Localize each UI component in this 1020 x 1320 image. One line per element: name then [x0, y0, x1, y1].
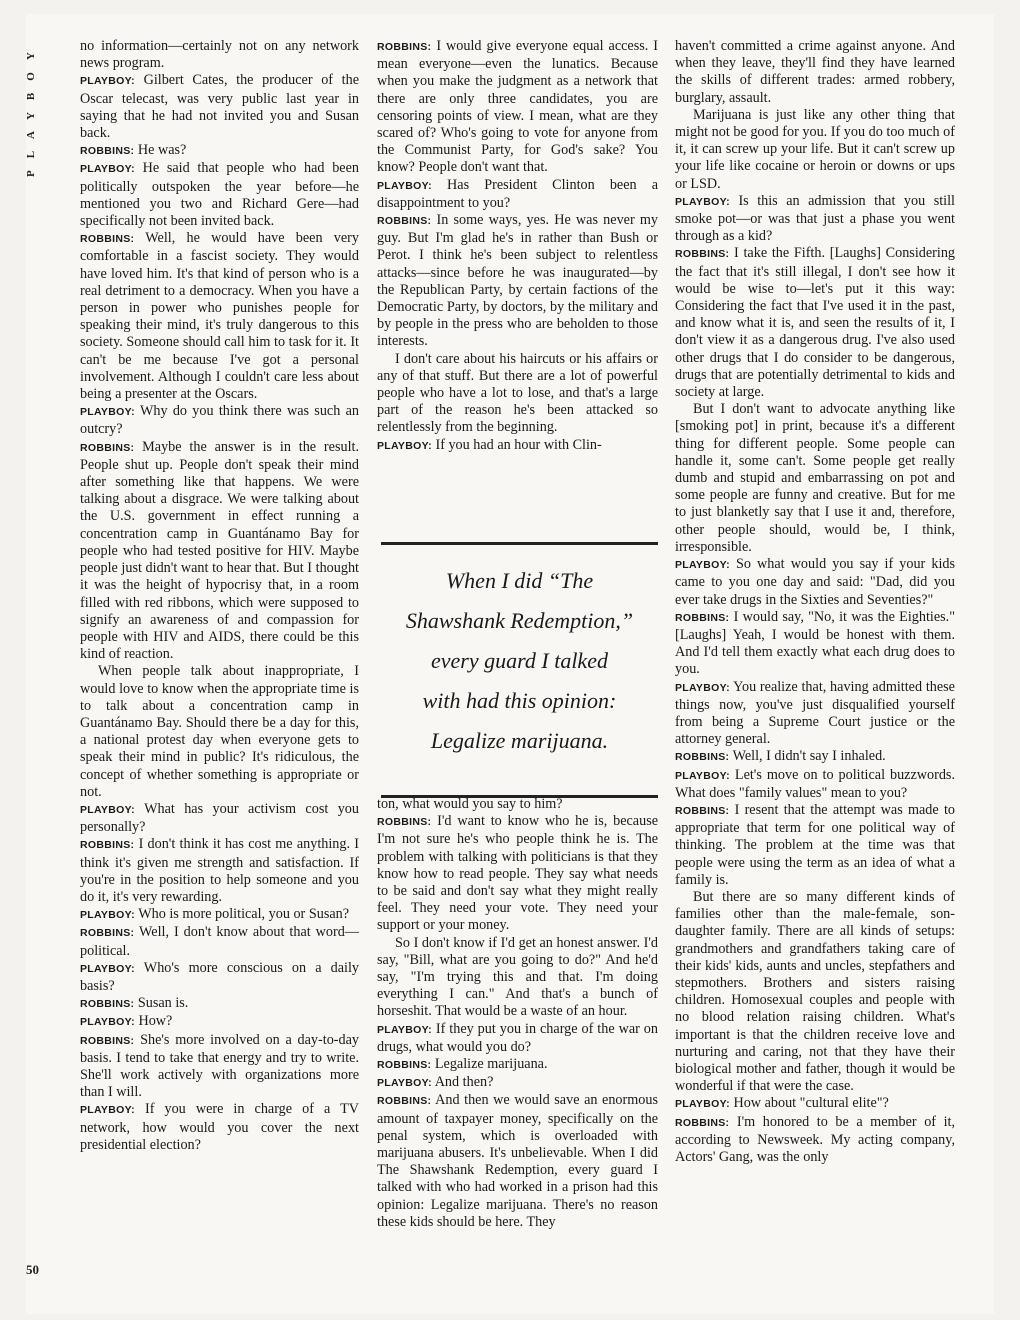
interview-paragraph	[377, 796, 658, 813]
speaker-label: PLAYBOY:	[80, 163, 135, 176]
speaker-label: PLAYBOY:	[80, 962, 135, 975]
text-column-2	[377, 38, 658, 455]
paragraph-text: I don't think it has cost me anything. I think it's given me strength and satisfaction. If you're in the position to help someone and you do it, it's very rewarding.	[80, 836, 359, 905]
page-number: 50	[26, 1262, 39, 1277]
interview-paragraph	[377, 1074, 658, 1092]
speaker-label: ROBBINS:	[377, 41, 432, 53]
paragraph-text: Who is more political, you or Susan?	[138, 906, 350, 923]
text-column-1	[80, 38, 359, 1154]
speaker-label: PLAYBOY:	[80, 1104, 135, 1117]
interview-paragraph	[675, 609, 955, 679]
speaker-label: ROBBINS:	[675, 804, 730, 817]
interview-paragraph	[80, 801, 359, 836]
speaker-label: PLAYBOY:	[377, 439, 432, 452]
paragraph-text: Legalize marijuana.	[434, 1056, 548, 1073]
speaker-label: ROBBINS:	[675, 611, 730, 624]
speaker-label: PLAYBOY:	[80, 909, 135, 922]
paragraph-text: When people talk about inappropriate, I would love to know when the appropriate time is to talk about a concentration camp in Guantánamo Bay. Should there be a day for this, a national protest day when everyone gets to speak their mind in public? It's ridiculous, the concept of whether something is appropriate or not.	[80, 663, 359, 800]
speaker-label: ROBBINS:	[675, 1116, 730, 1129]
interview-paragraph	[675, 679, 955, 749]
paragraph-text: Maybe the answer is in the result. People shut up. People don't speak their mind after something like that happens. We were talking about a disgrace. We were talking about the U.S. government in effect running a concentration camp in Guantánamo Bay for people who had tested positive for HIV. Maybe people just didn't want to hear that. But I thought it was the height of hypocrisy that, in a room filled with red ribbons, which were supposed to signify an awareness of and compassion for people with HIV and AIDS, there could be this kind of reaction.	[80, 438, 360, 663]
pull-quote-line: with had this opinion:	[422, 688, 617, 713]
paragraph-text: He said that people who had been politically outspoken the year before—he mentioned you two and Richard Gere—had specifically not been invited back.	[80, 160, 359, 230]
paragraph-text: I would say, "No, it was the Eighties." [Laughs] Yeah, I would be honest with them. And I'd tell them exactly what each drug does to you.	[675, 608, 956, 678]
text-column-3	[675, 38, 955, 1166]
interview-paragraph	[80, 403, 359, 438]
interview-paragraph	[675, 748, 955, 766]
pull-quote	[381, 542, 658, 798]
speaker-label: PLAYBOY:	[675, 1098, 730, 1111]
interview-paragraph	[675, 767, 955, 802]
paragraph-text: no information—certainly not on any network news program.	[80, 38, 359, 72]
speaker-label: PLAYBOY:	[80, 75, 135, 88]
speaker-label: ROBBINS:	[377, 215, 432, 228]
interview-paragraph	[675, 802, 955, 889]
speaker-label: ROBBINS:	[377, 1059, 432, 1072]
speaker-label: PLAYBOY:	[377, 1077, 432, 1090]
speaker-label: ROBBINS:	[80, 998, 135, 1011]
interview-paragraph	[675, 1114, 955, 1167]
paragraph-text: So I don't know if I'd get an honest answer. I'd say, "Bill, what are you going to do?" And he'd say, "I'm trying this and that. I'm doing everything I can." And that's a bunch of horseshit. That would be a waste of an hour.	[377, 934, 658, 1020]
speaker-label: PLAYBOY:	[80, 1016, 135, 1029]
paragraph-text: If they put you in charge of the war on drugs, what would you do?	[377, 1020, 658, 1055]
paragraph-text: Let's move on to political buzzwords. What does "family values" mean to you?	[675, 766, 955, 801]
paragraph-text: He was?	[137, 142, 187, 159]
speaker-label: PLAYBOY:	[80, 803, 135, 816]
paragraph-text: And then?	[434, 1074, 494, 1091]
paragraph-text: How?	[138, 1013, 173, 1030]
interview-paragraph	[80, 906, 359, 924]
paragraph-text: But there are so many different kinds of families other than the male-female, son-daughter family. There are all kinds of setups: grandmothers and grandfathers taking care of their kids' kids, aunts and uncles, stepfathers and stepmothers. Brothers and sisters raising children. Homosexual couples and people with no blood relation raising children. What's important is that the children receive love and nurturing and caring, not that they have their biological mother and father, though it would be wonderful if that were the case.	[675, 888, 955, 1095]
interview-paragraph	[377, 935, 658, 1021]
paragraph-text: Marijuana is just like any other thing that might not be good for you. If you do too much of it, it can screw up your life. But it can't screw up your life like cocaine or heroin or downs or ups or LSD.	[675, 106, 955, 192]
interview-paragraph	[377, 212, 658, 351]
interview-paragraph	[377, 1056, 658, 1074]
pull-quote-line: Legalize marijuana.	[430, 728, 609, 753]
interview-paragraph	[80, 836, 359, 906]
interview-paragraph	[675, 889, 955, 1095]
interview-paragraph	[80, 230, 359, 403]
paragraph-text: Susan is.	[137, 995, 189, 1012]
paragraph-text: Who's more conscious on a daily basis?	[80, 959, 359, 994]
interview-paragraph	[675, 556, 955, 609]
speaker-label: PLAYBOY:	[675, 681, 730, 694]
interview-paragraph	[675, 107, 955, 193]
interview-paragraph	[80, 1101, 359, 1154]
speaker-label: ROBBINS:	[675, 751, 730, 764]
interview-paragraph	[675, 38, 955, 107]
magazine-spine-title: PLAYBOY	[25, 40, 37, 177]
speaker-label: PLAYBOY:	[675, 195, 730, 208]
interview-paragraph	[80, 142, 359, 160]
interview-paragraph	[80, 960, 359, 995]
paragraph-text: If you were in charge of a TV network, how would you cover the next presidential election?	[80, 1101, 360, 1153]
paragraph-text: In some ways, yes. He was never my guy. But I'm glad he's in rather than Bush or Perot. I think he's been subject to relentless attacks—since before he was inaugurated—by the Republican Party, by certain factions of the Democratic Party, by doctors, by the military and by people in the press who are beholden to those interests.	[377, 212, 658, 350]
paragraph-text: I'm honored to be a member of it, according to Newsweek. My acting company, Actors' Gang, was the only	[675, 1113, 956, 1165]
interview-paragraph	[80, 663, 359, 801]
interview-paragraph	[377, 351, 658, 437]
speaker-label: ROBBINS:	[80, 927, 135, 940]
interview-paragraph	[80, 72, 359, 142]
paragraph-text: I take the Fifth. [Laughs] Considering the fact that it's still illegal, I don't see how it would be wise to—let's put it this way: Considering the fact that I've used it in the past, and know what it is, and seen the results of it, I don't view it as a dangerous drug. I've also used other drugs that I do consider to be dangerous, drugs that are potentially detrimental to kids and society at large.	[675, 245, 956, 401]
speaker-label: ROBBINS:	[377, 816, 432, 829]
speaker-label: PLAYBOY:	[80, 406, 135, 419]
paragraph-text: Well, I didn't say I inhaled.	[732, 748, 886, 765]
speaker-label: PLAYBOY:	[377, 1023, 432, 1036]
paragraph-text: How about "cultural elite"?	[733, 1095, 889, 1112]
interview-paragraph	[80, 160, 359, 230]
paragraph-text: Why do you think there was such an outcry?	[80, 403, 359, 438]
interview-paragraph	[80, 995, 359, 1013]
speaker-label: PLAYBOY:	[675, 769, 730, 782]
speaker-label: ROBBINS:	[377, 1095, 432, 1108]
paragraph-text: haven't committed a crime against anyone. And when they leave, they'll find they have learned the skills of different trades: armed robbery, burglary, assault.	[675, 38, 955, 106]
speaker-label: ROBBINS:	[80, 839, 135, 852]
interview-paragraph	[377, 437, 658, 455]
paragraph-text: What has your activism cost you personally?	[80, 800, 359, 836]
paragraph-text: But I don't want to advocate anything like [smoking pot] in print, because it's a different thing for different people. Some people can handle it, some can't. Some people get really dumb and stupid and embarrassing on pot and some people are funny and creative. But for me to just blanketly say that I use it and, therefore, other people should, would be, I think, irresponsible.	[675, 401, 955, 555]
interview-paragraph	[675, 193, 955, 246]
paragraph-text: I'd want to know who he is, because I'm not sure he's who people think he is. The problem with talking with politicians is that they know how to read people. They say what needs to be said and don't say what they might really feel. They need your vote. They need your support or your money.	[377, 813, 659, 934]
paragraph-text: If you had an hour with Clin-	[435, 436, 602, 453]
interview-paragraph	[80, 924, 359, 959]
interview-paragraph	[675, 1095, 955, 1113]
pull-quote-line: every guard I talked	[431, 648, 608, 673]
interview-paragraph	[377, 1092, 658, 1231]
paragraph-text: I would give everyone equal access. I mean everyone—even the lunatics. Because when you make the judgment as a network that there are only three candidates, you are censoring points of view. I mean, what are they scared of? Who's going to vote for anyone from the Communist Party, for God's sake? You know? People don't want that.	[377, 38, 659, 176]
interview-paragraph	[675, 401, 955, 556]
text-column-2-continued	[377, 796, 658, 1231]
interview-paragraph	[377, 177, 658, 212]
pull-quote-line: When I did “The	[445, 568, 594, 593]
pull-quote-line: Shawshank Redemption,”	[405, 608, 634, 633]
paragraph-text: Gilbert Cates, the producer of the Oscar telecast, was very public last year in saying that he had not invited you and Susan back.	[80, 72, 360, 142]
paragraph-text: You realize that, having admitted these things now, you've just disqualified yourself from being a Supreme Court justice or the attorney general.	[675, 678, 955, 748]
paragraph-text: Well, he would have been very comfortable in a fascist society. They would have loved him. It's that kind of person who is a real detriment to a democracy. When you have a person in power who punishes people for speaking their mind, it's truly dangerous to this society. Someone should call him to task for it. It can't be me because I've got a personal involvement. Although I couldn't care less about being a presenter at the Oscars.	[80, 230, 359, 403]
paragraph-text: So what would you say if your kids came to you one day and said: "Dad, did you ever take drugs in the Sixties and Seventies?"	[675, 556, 955, 608]
interview-paragraph	[377, 38, 658, 177]
interview-paragraph	[80, 1032, 359, 1102]
interview-paragraph	[80, 439, 359, 664]
paragraph-text: ton, what would you say to him?	[377, 796, 563, 812]
paragraph-text: Well, I don't know about that word—political.	[80, 924, 359, 959]
speaker-label: PLAYBOY:	[377, 179, 432, 192]
speaker-label: ROBBINS:	[80, 1034, 135, 1047]
paragraph-text: I don't care about his haircuts or his affairs or any of that stuff. But there are a lot of powerful people who have a lot to lose, and that's a large part of the reason he's been attacked so relentlessly from the beginning.	[377, 350, 658, 436]
speaker-label: ROBBINS:	[80, 233, 135, 246]
speaker-label: ROBBINS:	[80, 145, 135, 158]
interview-paragraph	[377, 813, 658, 934]
paragraph-text: And then we would save an enormous amount of taxpayer money, specifically on the penal system, which is overloaded with marijuana abusers. It's unbelievable. When I did The Shawshank Redemption, every guard I talked with who had worked in a prison had this opinion: Legalize marijuana. There's no reason these kids should be here. They	[377, 1092, 658, 1230]
interview-paragraph	[377, 1021, 658, 1056]
paragraph-text: She's more involved on a day-to-day basis. I tend to take that energy and try to write. She'll work actively with organizations more than I will.	[80, 1031, 359, 1101]
paragraph-text: Is this an admission that you still smoke pot—or was that just a phase you went through as a kid?	[675, 192, 955, 245]
speaker-label: ROBBINS:	[675, 248, 730, 261]
speaker-label: PLAYBOY:	[675, 559, 730, 572]
speaker-label: ROBBINS:	[80, 441, 135, 454]
paragraph-text: I resent that the attempt was made to appropriate that term for one political way of thinking. The problem at the time was that people were using the term as an idea of what a family is.	[675, 801, 955, 888]
interview-paragraph	[80, 1013, 359, 1031]
interview-paragraph	[675, 245, 955, 401]
interview-paragraph	[80, 38, 359, 72]
paragraph-text: Has President Clinton been a disappointment to you?	[377, 176, 659, 211]
